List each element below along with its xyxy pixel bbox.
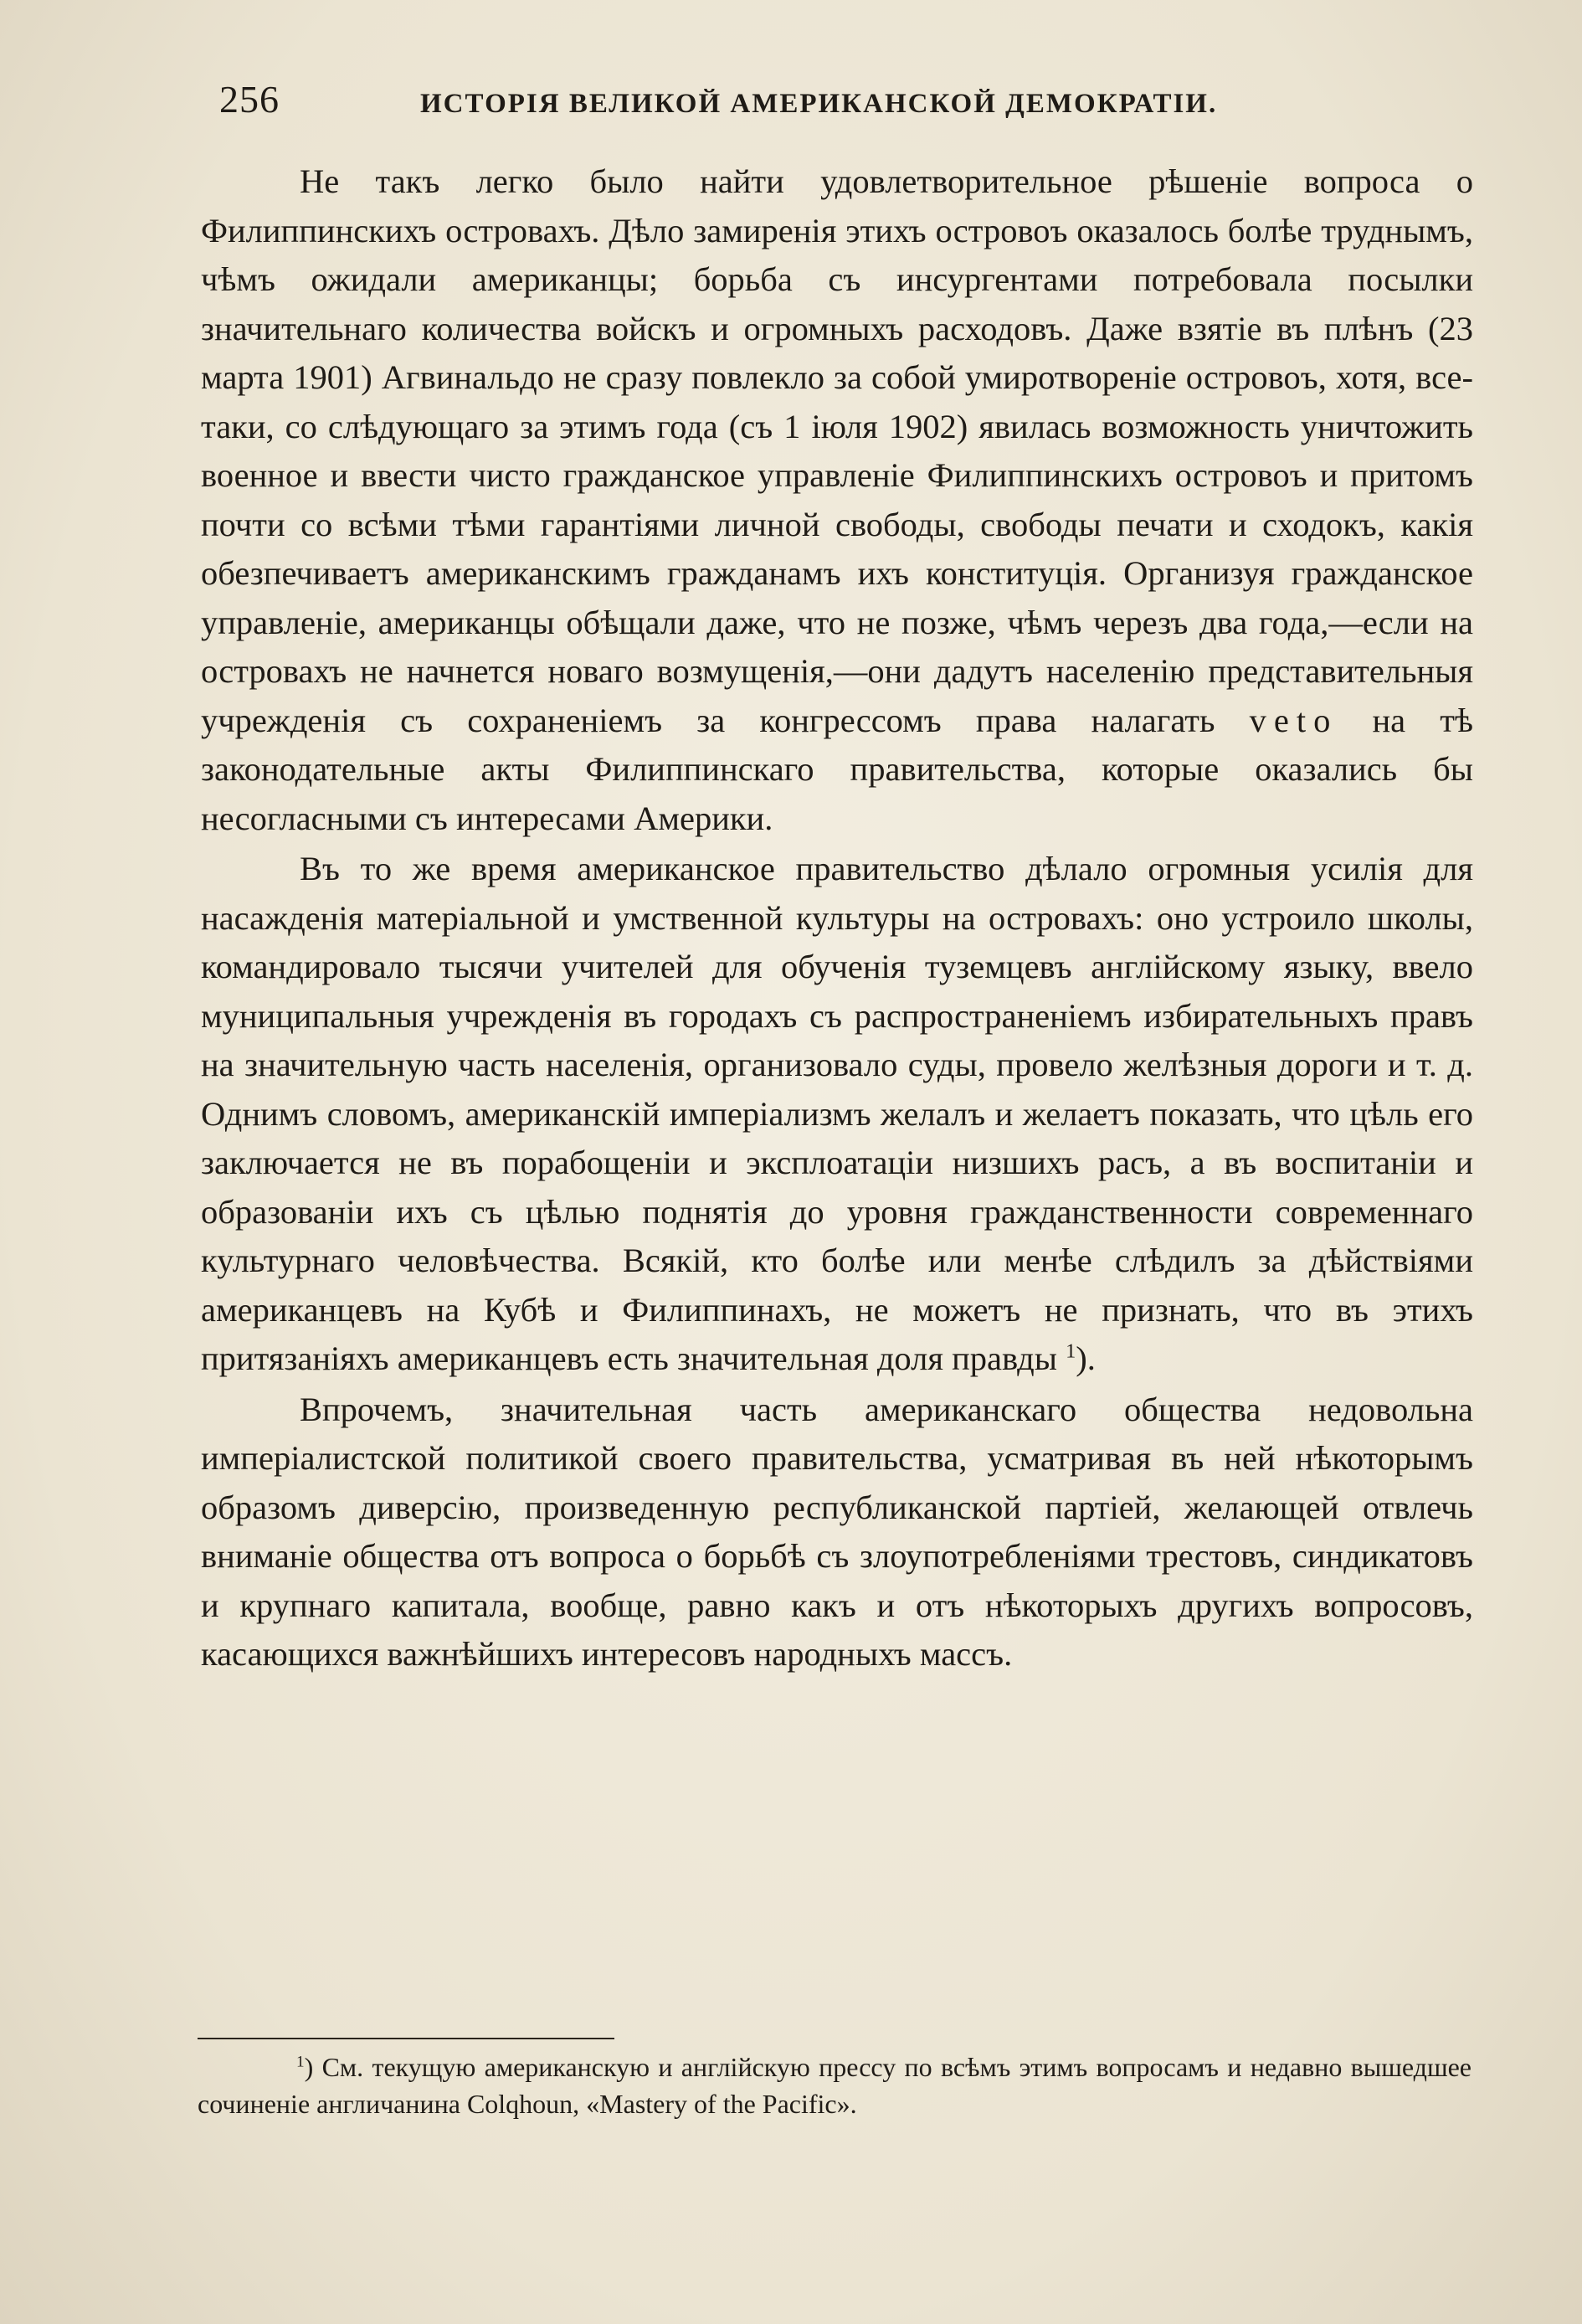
- footnote-ref[interactable]: 1: [1066, 1339, 1076, 1363]
- paragraph-3-text: Впрочемъ, значительная часть американскаго общества недовольна имперіалистской политикой своего правительства, усматривая въ ней нѣкоторымъ образомъ диверсію, произведенную республиканской партіей, желающей отвлечь вниманіе общества отъ вопроса о борьбѣ съ злоупотребленіями трестовъ, синдикатовъ и крупнаго капитала, вообще, равно какъ и отъ нѣкоторыхъ другихъ вопросовъ, касающихся важнѣйшихъ интересовъ народныхъ массъ.: [201, 1390, 1473, 1673]
- paragraph-2: [201, 845, 1473, 1384]
- footnote-marker: 1: [296, 2053, 305, 2071]
- main-text: [201, 157, 1473, 1679]
- paragraph-2-text: Въ то же время американское правительство дѣлало огромныя усилія для насажденія матеріальной и умственной культуры на островахъ: оно устроило школы, командировало тысячи учителей для обученія туземцевъ англійскому языку, ввело муниципальныя учрежденія въ городахъ съ распространеніемъ избирательныхъ правъ на значительную часть населенія, организовало суды, провело желѣзныя дороги и т. д. Однимъ словомъ, американскій имперіализмъ желалъ и желаетъ показать, что цѣль его заключается не въ порабощеніи и эксплоатаціи низшихъ расъ, а въ воспитаніи и образованіи ихъ съ цѣлью поднятія до уровня гражданственности современнаго культурнаго человѣчества. Всякій, кто болѣе или менѣе слѣдилъ за дѣйствіями американцевъ на Кубѣ и Филиппинахъ, не можетъ не признать, что въ этихъ притязаніяхъ американцевъ есть значительная доля правды: [201, 850, 1473, 1377]
- footnote: [198, 2049, 1472, 2122]
- footnote-text: ) См. текущую американскую и англійскую прессу по всѣмъ этимъ вопросамъ и недавно вышедшее сочиненіе англичанина Colqhoun, «Mastery of the Pacific».: [198, 2052, 1472, 2119]
- page-header: [219, 77, 1475, 127]
- running-title: ИСТОРІЯ ВЕЛИКОЙ АМЕРИКАНСКОЙ ДЕМОКРАТІИ.: [420, 89, 1218, 119]
- paragraph-2-tail: ).: [1076, 1339, 1096, 1377]
- paragraph-1: [201, 157, 1473, 843]
- paragraph-1-tail: на тѣ законодательные акты Филиппинскаго правительства, которые оказались бы несогласными съ интересами Америки.: [201, 701, 1473, 837]
- paragraph-3: [201, 1386, 1473, 1679]
- veto-word: veto: [1249, 701, 1338, 739]
- paragraph-1-text: Не такъ легко было найти удовлетворительное рѣшеніе вопроса о Филиппинскихъ островахъ. Дѣло замиренія этихъ островоъ оказалось болѣе труднымъ, чѣмъ ожидали американцы; борьба съ инсургентами потребовала посылки значительнаго количества войскъ и огромныхъ расходовъ. Даже взятіе въ плѣнъ (23 марта 1901) Агвинальдо не сразу повлекло за собой умиротвореніе островоъ, хотя, все-таки, со слѣдующаго за этимъ года (съ 1 іюля 1902) явилась возможность уничтожить военное и ввести чисто гражданское управленіе Филиппинскихъ островоъ и притомъ почти со всѣми тѣми гарантіями личной свободы, свободы печати и сходокъ, какія обезпечиваетъ американскимъ гражданамъ ихъ конституція. Организуя гражданское управленіе, американцы обѣщали даже, что не позже, чѣмъ черезъ два года,—если на островахъ не начнется новаго возмущенія,—они дадутъ населенію представительныя учрежденія съ сохраненіемъ за конгрессомъ права налагать: [201, 162, 1473, 739]
- footnote-divider: [198, 2038, 614, 2039]
- page-number: 256: [219, 78, 280, 121]
